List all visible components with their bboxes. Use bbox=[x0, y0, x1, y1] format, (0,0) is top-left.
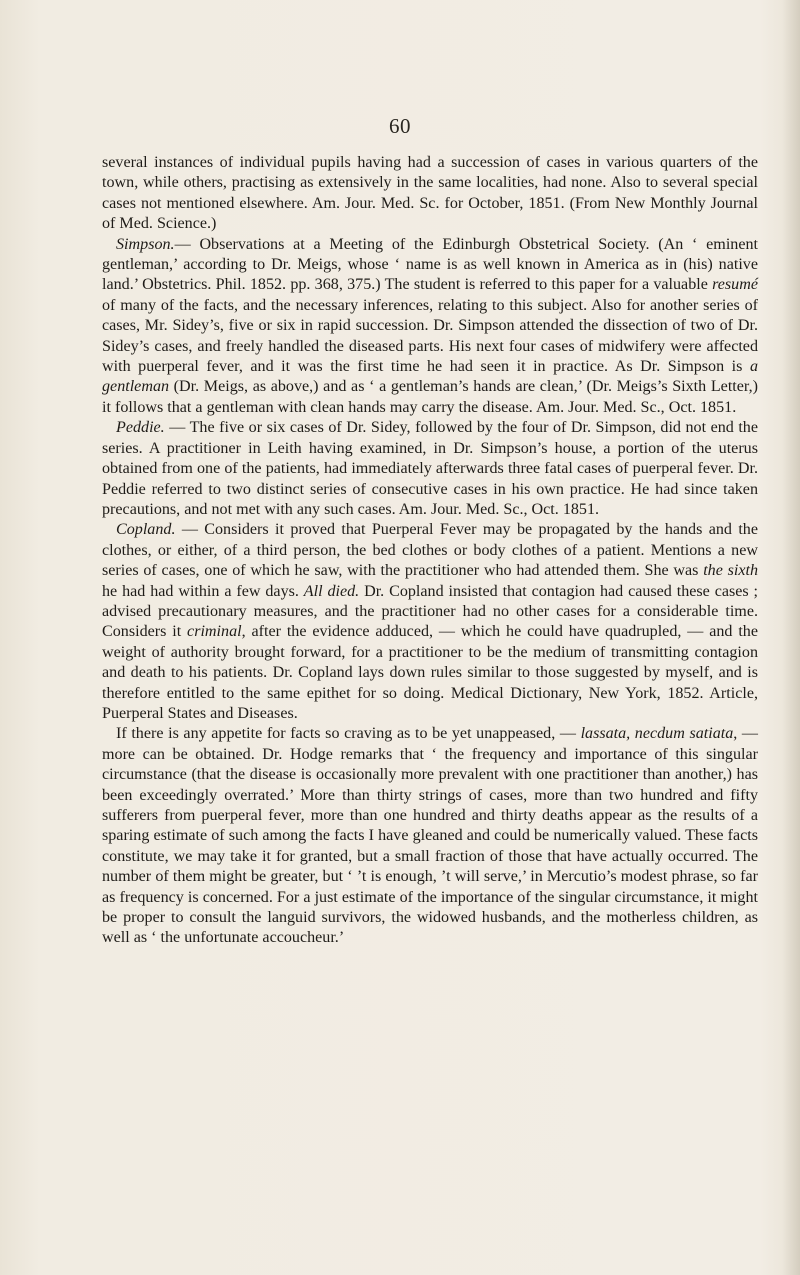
italic-text-run: Simpson. bbox=[116, 235, 175, 253]
paragraph-p2 bbox=[102, 235, 758, 419]
text-run: Dr. Copland insisted that contagion had caused these cases ; advised precautionary measures, and the practitioner had no other cases for a considerable time. Considers it bbox=[102, 582, 759, 641]
page-edge-shadow bbox=[782, 0, 800, 1275]
italic-text-run: All died. bbox=[303, 582, 360, 600]
text-run: — The five or six cases of Dr. Sidey, followed by the four of Dr. Simpson, did not end the series. A practitioner in Leith having examined, in Dr. Simpson’s house, a portion of the uterus obtained from one of the patients, had immediately afterwards three fatal cases of puerperal fever. Dr. Peddie referred to two distinct series of consecutive cases in his own practice. He had since taken precautions, and not met with any such cases. Am. Jour. Med. Sc., Oct. 1851. bbox=[102, 419, 758, 518]
italic-text-run: the sixth bbox=[703, 562, 758, 580]
paragraph-p5 bbox=[102, 724, 758, 948]
italic-text-run: Copland. bbox=[116, 521, 176, 539]
paragraph-p4 bbox=[102, 520, 758, 724]
body-text bbox=[102, 153, 758, 949]
italic-text-run: resumé bbox=[712, 276, 758, 294]
page-number: 60 bbox=[389, 114, 411, 138]
italic-text-run: criminal bbox=[187, 623, 242, 641]
text-run: , after the evidence adduced, — which he could have quadrupled, — and the weight of authority brought forward, for a practitioner to be the medium of transmitting contagion and death to his patients. Dr. Copland lays down rules similar to those suggested by myself, and is therefore entitled to the same epithet for so doing. Medical Dictionary, New York, 1852. Article, Puerperal States and Diseases. bbox=[102, 623, 758, 722]
text-run: of many of the facts, and the necessary inferences, relating to this subject. Also for another series of cases, Mr. Sidey’s, five or six in rapid succession. Dr. Simpson attended the dissection of two of Dr. Sidey’s cases, and freely handled the diseased parts. His next four cases of midwifery were affected with puerperal fever, and it was the first time he had seen it in practice. As Dr. Simpson is bbox=[102, 296, 758, 376]
paragraph-p3 bbox=[102, 418, 758, 520]
text-run: several instances of individual pupils having had a succession of cases in various quarters of the town, while others, practising as extensively in the same localities, had none. Also to several special cases not mentioned elsewhere. Am. Jour. Med. Sc. for October, 1851. (From New Monthly Journal of Med. Science.) bbox=[102, 154, 758, 233]
italic-text-run: Peddie. bbox=[116, 419, 165, 437]
text-run: — Observations at a Meeting of the Edinburgh Obstetrical Society. (An ‘ eminent gentleman,’ according to Dr. Meigs, whose ‘ name is as well known in America as in (his) native land.’ Obstetrics. Phil. 1852. pp. 368, 375.) The student is referred to this paper for a valuable bbox=[102, 235, 758, 294]
paragraph-p1 bbox=[102, 153, 758, 235]
italic-text-run: a gentleman bbox=[102, 358, 758, 396]
text-run: (Dr. Meigs, as above,) and as ‘ a gentleman’s hands are clean,’ (Dr. Meigs’s Sixth Letter,) it follows that a gentleman with clean hands may carry the disease. Am. Jour. Med. Sc., Oct. 1851. bbox=[102, 378, 758, 416]
text-run: , — more can be obtained. Dr. Hodge remarks that ‘ the frequency and importance of this singular circumstance (that the disease is occasionally more prevalent with one practitioner than another,) has been exceedingly overrated.’ More than thirty strings of cases, more than two hundred and fifty sufferers from puerperal fever, more than one hundred and thirty deaths appear as the results of a sparing estimate of such among the facts I have gleaned and could be numerically valued. These facts constitute, we may take it for granted, but a small fraction of those that have actually occurred. The number of them might be greater, but ‘ ’t is enough, ’t will serve,’ in Mercutio’s modest phrase, so far as frequency is concerned. For a just estimate of the importance of the singular circumstance, it might be proper to consult the languid survivors, the widowed husbands, and the motherless children, as well as ‘ the unfortunate accoucheur.’ bbox=[102, 725, 759, 947]
text-run: — Considers it proved that Puerperal Fever may be propagated by the hands and the clothes, or either, of a third person, the bed clothes or body clothes of a patient. Mentions a new series of cases, one of which he saw, with the practitioner who had attended them. She was bbox=[102, 521, 758, 580]
italic-text-run: lassata, necdum satiata bbox=[580, 725, 734, 743]
text-run: he had had within a few days. bbox=[102, 582, 304, 600]
text-run: If there is any appetite for facts so craving as to be yet unappeased, — bbox=[116, 725, 581, 743]
